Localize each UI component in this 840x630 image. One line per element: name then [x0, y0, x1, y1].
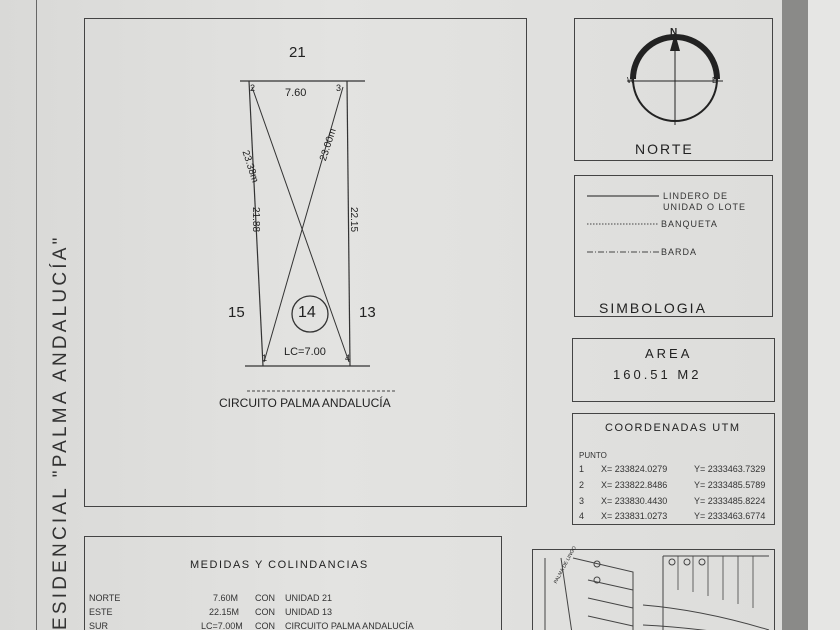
utm-x-3: X= 233830.4430 [601, 496, 668, 506]
lot-drawing [85, 19, 528, 508]
lot-plan-box [84, 18, 527, 507]
medidas-title: MEDIDAS Y COLINDANCIAS [190, 559, 369, 571]
medidas-who-3: CIRCUITO PALMA ANDALUCÍA [285, 621, 414, 630]
medidas-len-3: LC=7.00M [201, 621, 243, 630]
utm-y-1: Y= 2333463.7329 [694, 464, 766, 474]
medidas-len-2: 22.15M [209, 607, 240, 617]
utm-x-1: X= 233824.0279 [601, 464, 668, 474]
sheet-border-line [36, 0, 37, 630]
legend-barda: BARDA [661, 247, 698, 257]
utm-box [572, 413, 775, 525]
east-neighbor-label: 13 [359, 304, 376, 321]
legend-title: SIMBOLOGIA [599, 300, 707, 316]
bottom-side-length: LC=7.00 [284, 346, 326, 358]
sheet-edge-shadow [782, 0, 808, 630]
utm-n-4: 4 [579, 511, 585, 521]
area-value: 160.51 M2 [613, 367, 702, 382]
utm-y-3: Y= 2333485.8224 [694, 496, 766, 506]
medidas-dir-2: ESTE [89, 607, 113, 617]
west-neighbor-label: 15 [228, 304, 245, 321]
medidas-con-2: CON [255, 607, 275, 617]
vertex-3: 3 [336, 83, 342, 93]
north-neighbor-label: 21 [289, 44, 306, 61]
medidas-box [84, 536, 502, 630]
left-side-length: 21.88 [250, 207, 261, 233]
utm-n-1: 1 [579, 464, 585, 474]
medidas-who-1: UNIDAD 21 [285, 593, 333, 603]
compass-n: N [670, 27, 678, 38]
diagonal-left-length: 23.38m [239, 149, 261, 185]
lot-number: 14 [298, 304, 316, 321]
vertex-1: 1 [262, 353, 268, 363]
vertex-2: 2 [250, 83, 256, 93]
medidas-dir-1: NORTE [89, 593, 121, 603]
north-box [574, 18, 773, 161]
legend-lindero: LINDERO DE [663, 191, 729, 201]
compass-e: E [712, 76, 718, 85]
utm-x-4: X= 233831.0273 [601, 511, 668, 521]
street-name: CIRCUITO PALMA ANDALUCÍA [219, 396, 391, 410]
diagonal-right-length: 23.00m [318, 127, 339, 163]
medidas-con-3: CON [255, 621, 275, 630]
medidas-len-1: 7.60M [213, 593, 239, 603]
location-map-box [532, 545, 775, 630]
project-title: ESIDENCIAL "PALMA ANDALUCÍA" [50, 234, 71, 630]
top-side-length: 7.60 [285, 87, 307, 99]
utm-title: COORDENADAS UTM [605, 422, 741, 434]
location-map-street: PALMA DE LINGO [553, 545, 578, 585]
legend-lindero-2: UNIDAD O LOTE [663, 202, 747, 212]
medidas-who-2: UNIDAD 13 [285, 607, 333, 617]
medidas-con-1: CON [255, 593, 275, 603]
utm-y-2: Y= 2333485.5789 [694, 480, 766, 490]
medidas-dir-3: SUR [89, 621, 109, 630]
utm-y-4: Y= 2333463.6774 [694, 511, 766, 521]
north-label: NORTE [635, 141, 694, 157]
right-side-length: 22.15 [348, 207, 359, 233]
legend-box [574, 175, 773, 317]
area-box [572, 338, 775, 402]
compass-w: W [627, 76, 635, 85]
sheet-margin [808, 0, 840, 630]
utm-punto-header: PUNTO [579, 451, 607, 460]
vertex-4: 4 [345, 353, 351, 363]
legend-banqueta: BANQUETA [661, 219, 718, 229]
utm-n-3: 3 [579, 496, 585, 506]
utm-n-2: 2 [579, 480, 585, 490]
utm-x-2: X= 233822.8486 [601, 480, 668, 490]
area-title: AREA [645, 346, 693, 361]
